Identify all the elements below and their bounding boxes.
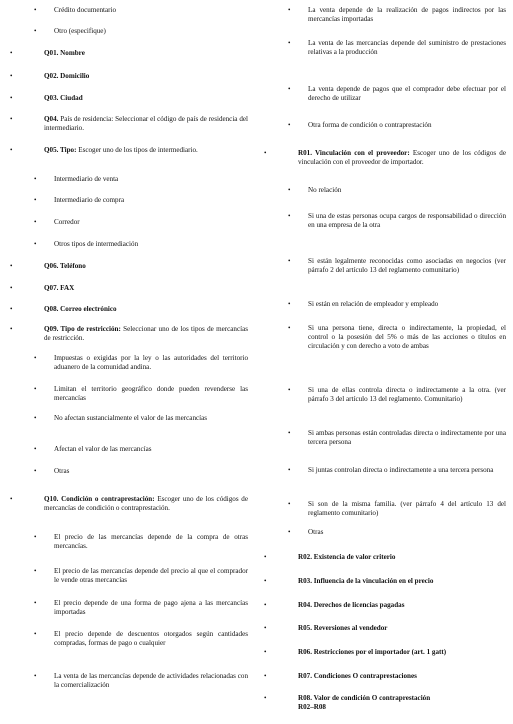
option-item — [8, 385, 248, 403]
bullet-icon: • — [288, 528, 291, 536]
item-text: Afectan el valor de las mercancías — [54, 445, 152, 453]
item-text: Si una de ellas controla directa o indirectamente a la otra. (ver párrafo 3 del artículo 13 del reglamento. Comunitario) — [308, 386, 506, 403]
bullet-icon: • — [288, 121, 291, 129]
item-text: Escoger uno de los códigos de mercancías de condición o contraprestación. — [44, 495, 248, 512]
item-text: Si una de estas personas ocupa cargos de responsabilidad o dirección en una empresa de la otra — [308, 212, 506, 229]
field-item — [8, 262, 248, 271]
field-label: Q05. Tipo: — [44, 146, 77, 154]
bullet-icon: • — [288, 300, 291, 308]
option-item — [8, 354, 248, 372]
option-item — [8, 467, 248, 476]
bullet-icon: • — [288, 386, 291, 394]
option-item — [262, 257, 506, 275]
field-item — [8, 72, 248, 81]
item-text: La venta de las mercancías depende del suministro de prestaciones relativas a la producción — [308, 39, 506, 56]
item-text: Crédito documentario — [54, 6, 117, 14]
item-text: Si una persona tiene, directa o indirectamente, la propiedad, el control o la posesión del 5% o más de las acciones o títulos en circulación y con derecho a voto de ambas — [308, 324, 506, 350]
field-label: Q02. Domicilio — [44, 72, 90, 80]
option-item — [262, 324, 506, 351]
option-item — [262, 39, 506, 57]
field-item — [262, 601, 506, 610]
bullet-icon: • — [288, 85, 291, 93]
item-text: El precio de las mercancías depende de la compra de otras mercancías. — [54, 533, 248, 550]
item-text: Otras — [54, 467, 70, 475]
bullet-icon: • — [10, 284, 13, 292]
field-item — [262, 624, 506, 633]
bullet-icon: • — [10, 262, 13, 270]
bullet-icon: • — [10, 115, 13, 123]
bullet-icon: • — [10, 305, 13, 313]
option-item — [8, 218, 248, 227]
bullet-icon: • — [10, 325, 13, 333]
option-item — [262, 186, 506, 195]
field-label: Q01. Nombre — [44, 49, 85, 57]
bullet-icon: • — [264, 577, 267, 585]
item-text: El precio de las mercancías depende del precio al que el comprador le vende otras mercancías — [54, 567, 248, 584]
item-text: No relación — [308, 186, 342, 194]
bullet-icon: • — [34, 240, 37, 248]
field-item — [262, 694, 506, 712]
option-item — [262, 85, 506, 103]
bullet-icon: • — [34, 414, 37, 422]
item-text: Si están legalmente reconocidas como asociadas en negocios (ver párrafo 2 del artículo 13 del reglamento comunitario) — [308, 257, 506, 274]
option-item — [8, 414, 248, 423]
field-label: R02. Existencia de valor criterio — [298, 553, 396, 561]
item-text: Impuestas o exigidas por la ley o las autoridades del territorio aduanero de la comunidad andina. — [54, 354, 248, 371]
field-label: R03. Influencia de la vinculación en el precio — [298, 577, 434, 585]
bullet-icon: • — [34, 567, 37, 575]
item-text: La venta depende de pagos que el comprador debe efectuar por el derecho de utilizar — [308, 85, 506, 102]
bullet-icon: • — [34, 218, 37, 226]
item-text: Si juntas controlan directa o indirectamente a una tercera persona — [308, 466, 494, 474]
item-text: El precio depende de una forma de pago ajena a las mercancías importadas — [54, 599, 248, 616]
field-item — [262, 149, 506, 167]
bullet-icon: • — [288, 39, 291, 47]
option-item — [8, 533, 248, 551]
item-text: Seleccionar uno de los tipos de mercancías de restricción. — [44, 325, 248, 342]
item-text: Si son de la misma familia. (ver párrafo 4 del artículo 13 del reglamento comunitario) — [308, 500, 506, 517]
bullet-icon: • — [34, 196, 37, 204]
bullet-icon: • — [288, 6, 291, 14]
field-item — [262, 553, 506, 562]
item-text: Si están en relación de empleador y empleado — [308, 300, 439, 308]
bullet-icon: • — [34, 6, 37, 14]
item-text: Escoger uno de los tipos de intermediario. — [78, 146, 198, 154]
bullet-icon: • — [34, 354, 37, 362]
bullet-icon: • — [264, 648, 267, 656]
option-item — [8, 567, 248, 585]
option-item — [8, 27, 248, 36]
field-item — [262, 648, 506, 657]
field-item — [8, 49, 248, 58]
bullet-icon: • — [10, 94, 13, 102]
option-item — [262, 300, 506, 309]
bullet-icon: • — [34, 27, 37, 35]
bullet-icon: • — [288, 186, 291, 194]
field-label: R01. Vinculación con el proveedor: — [298, 149, 410, 157]
bullet-icon: • — [34, 385, 37, 393]
option-item — [262, 466, 506, 475]
option-item — [8, 445, 248, 454]
field-item — [8, 284, 248, 293]
bullet-icon: • — [288, 257, 291, 265]
item-text: Otras — [308, 528, 324, 536]
field-label: Q08. Correo electrónico — [44, 305, 117, 313]
field-item — [8, 325, 248, 343]
option-item — [8, 240, 248, 249]
bullet-icon: • — [288, 429, 291, 437]
field-label: R05. Reversiones al vendedor — [298, 624, 388, 632]
option-item — [262, 212, 506, 230]
option-item — [262, 121, 506, 130]
item-text: Otros tipos de intermediación — [54, 240, 139, 248]
field-label: Q03. Ciudad — [44, 94, 83, 102]
item-text: Limitan el territorio geográfico donde pueden revenderse las mercancías — [54, 385, 248, 402]
item-text: Otro (especifique) — [54, 27, 106, 35]
bullet-icon: • — [264, 672, 267, 680]
bullet-icon: • — [34, 672, 37, 680]
option-item — [262, 386, 506, 404]
field-label: Q10. Condición o contraprestación: — [44, 495, 155, 503]
field-item — [8, 94, 248, 103]
field-label: Q09. Tipo de restricción: — [44, 325, 121, 333]
item-text: No afectan sustancialmente el valor de las mercancías — [54, 414, 208, 422]
item-text: Intermediario de compra — [54, 196, 125, 204]
item-text: La venta depende de la realización de pagos indirectos por las mercancías importadas — [308, 6, 506, 23]
bullet-icon: • — [264, 553, 267, 561]
field-label: Q06. Teléfono — [44, 262, 86, 270]
bullet-icon: • — [10, 49, 13, 57]
item-text: Otra forma de condición o contraprestación — [308, 121, 432, 129]
option-item — [8, 599, 248, 617]
bullet-icon: • — [34, 467, 37, 475]
bullet-icon: • — [34, 175, 37, 183]
bullet-icon: • — [34, 599, 37, 607]
bullet-icon: • — [288, 466, 291, 474]
item-text: Si ambas personas están controladas directa o indirectamente por una tercera persona — [308, 429, 506, 446]
item-text: La venta de las mercancías depende de actividades relacionadas con la comercialización — [54, 672, 248, 689]
field-label: R08. Valor de condición O contraprestación — [298, 694, 431, 702]
bullet-icon: • — [10, 495, 13, 503]
bullet-icon: • — [288, 500, 291, 508]
field-label: R06. Restricciones por el importador (art. 1 gatt) — [298, 648, 447, 656]
bullet-icon: • — [264, 149, 267, 157]
option-item — [8, 672, 248, 690]
bullet-icon: • — [10, 146, 13, 154]
option-item — [262, 528, 506, 537]
field-item — [8, 146, 248, 155]
item-text: Corredor — [54, 218, 80, 226]
item-text: País de residencia: Seleccionar el código de país de residencia del intermediario. — [44, 115, 248, 132]
field-label: Q04. — [44, 115, 59, 123]
bullet-icon: • — [34, 630, 37, 638]
option-item — [8, 196, 248, 205]
bullet-icon: • — [264, 601, 267, 609]
item-text: R02–R08 — [298, 703, 326, 711]
option-item — [262, 429, 506, 447]
option-item — [262, 500, 506, 518]
bullet-icon: • — [34, 445, 37, 453]
item-text: Intermediario de venta — [54, 175, 119, 183]
item-text: El precio depende de descuentos otorgados según cantidades compradas, formas de pago o cualquier — [54, 630, 248, 647]
item-text: Escoger uno de los códigos de vinculación con el proveedor de importador. — [298, 149, 507, 166]
field-item — [8, 115, 248, 133]
field-item — [262, 672, 506, 681]
bullet-icon: • — [10, 72, 13, 80]
field-label: R07. Condiciones O contraprestaciones — [298, 672, 417, 680]
field-item — [8, 305, 248, 314]
bullet-icon: • — [264, 694, 267, 702]
field-label: R04. Derechos de licencias pagadas — [298, 601, 405, 609]
field-item — [8, 495, 248, 513]
option-item — [262, 6, 506, 24]
field-item — [262, 577, 506, 586]
option-item — [8, 630, 248, 648]
option-item — [8, 175, 248, 184]
bullet-icon: • — [288, 212, 291, 220]
bullet-icon: • — [288, 324, 291, 332]
bullet-icon: • — [264, 624, 267, 632]
bullet-icon: • — [34, 533, 37, 541]
option-item — [8, 6, 248, 15]
field-label: Q07. FAX — [44, 284, 75, 292]
